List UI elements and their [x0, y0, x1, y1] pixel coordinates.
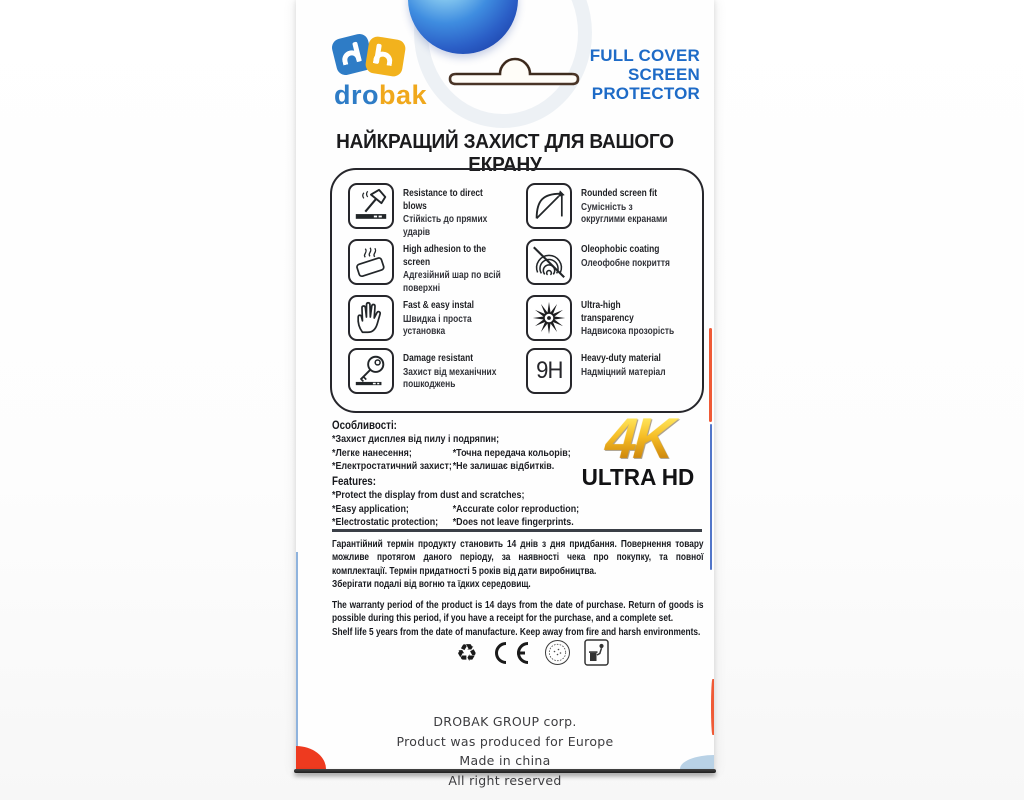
manufacturer-info [296, 712, 714, 790]
feature-oleophobic: Oleophobic coating Олеофобне покриття [526, 239, 692, 295]
package-bottom-edge [294, 769, 716, 774]
feature-easy-install: Fast & easy instal Швидка і проста установка [348, 295, 526, 348]
storage-note-en: Shelf life 5 years from the date of manufacture. Keep away from fire and harsh environments. [332, 626, 701, 638]
transparency-burst-icon [526, 295, 572, 341]
hardness-9h-badge: 9H [526, 348, 572, 394]
produced-for: Product was produced for Europe [396, 733, 614, 749]
feature-rounded-fit: Rounded screen fit Сумісність з округлими екранами [526, 183, 692, 239]
rights: All right reserved [448, 772, 562, 788]
bottom-right-red-streak [711, 679, 714, 735]
4k-ultra-hd-badge: 4K ULTRA HD [572, 414, 704, 490]
feature-adhesion: High adhesion to the screen Адгезійний шар по всій поверхні [348, 239, 526, 295]
rounded-screen-icon [526, 183, 572, 229]
feature-transparency: Ultra-high transparency Надвисока прозорість [526, 295, 692, 348]
fingerprint-icon [526, 239, 572, 285]
features-list-en: Features: *Protect the display from dust and scratches; *Easy application; *Accurate color reproduction; *Electrostatic protection; *Does not leave fingerprints. [332, 476, 580, 528]
feature-resistance: Resistance to direct blows Стійкість до прямих ударів [348, 183, 526, 239]
hammer-icon [348, 183, 394, 229]
warranty-text-en: The warranty period of the product is 14 days from the date of purchase. Return of goods is possible during this period, if you have a receipt for the purchase, and a complete set. [332, 600, 704, 625]
package-card [296, 0, 714, 788]
hand-icon [348, 295, 394, 341]
key-icon [348, 348, 394, 394]
certification-seal-icon [544, 639, 571, 666]
warranty-text-uk: Гарантійний термін продукту становить 14 днів з дня придбання. Повернення товару можливе протягом даного періоду, за наявності чека про покупку, та повної комплектації. Термін придатності 5 років від дати виробництва. [332, 539, 704, 577]
brand-name: drobak [334, 80, 428, 110]
right-edge-red-stripe [709, 328, 712, 422]
right-edge-blue-stripe [710, 424, 712, 570]
recycle-icon: ♻ [456, 638, 478, 667]
feature-damage-resistant: Damage resistant Захист від механічних пошкоджень [348, 348, 526, 401]
product-type-label: FULL COVER SCREEN PROTECTOR [589, 46, 700, 103]
euro-hanger-slot [448, 60, 580, 88]
divider-line [332, 529, 702, 532]
headline: НАЙКРАЩИЙ ЗАХИСТ ДЛЯ ВАШОГО ЕКРАНУ [336, 131, 674, 176]
storage-note-uk: Зберігати подалі від вогню та їдких середовищ. [332, 578, 531, 590]
made-in: Made in china [459, 753, 551, 768]
brand-logo [334, 32, 454, 116]
certification-marks [456, 639, 609, 666]
company-name: DROBAK GROUP corp. [433, 714, 577, 729]
adhesive-layer-icon [348, 239, 394, 285]
brand-logo-mark-yellow [364, 35, 406, 77]
feature-heavy-duty: 9H Heavy-duty material Надміцний матеріал [526, 348, 692, 401]
ce-mark-icon [491, 641, 531, 665]
feature-panel [330, 168, 704, 413]
left-edge-blue-stripe [296, 552, 298, 748]
features-list-uk: Особливості: *Захист дисплея від пилу і подряпин; *Легке нанесення; *Точна передача кольорів; *Електростатичний захист;*Не залишає відбитків. [332, 420, 571, 472]
warranty-section [332, 538, 704, 639]
tidy-man-icon [584, 639, 609, 666]
